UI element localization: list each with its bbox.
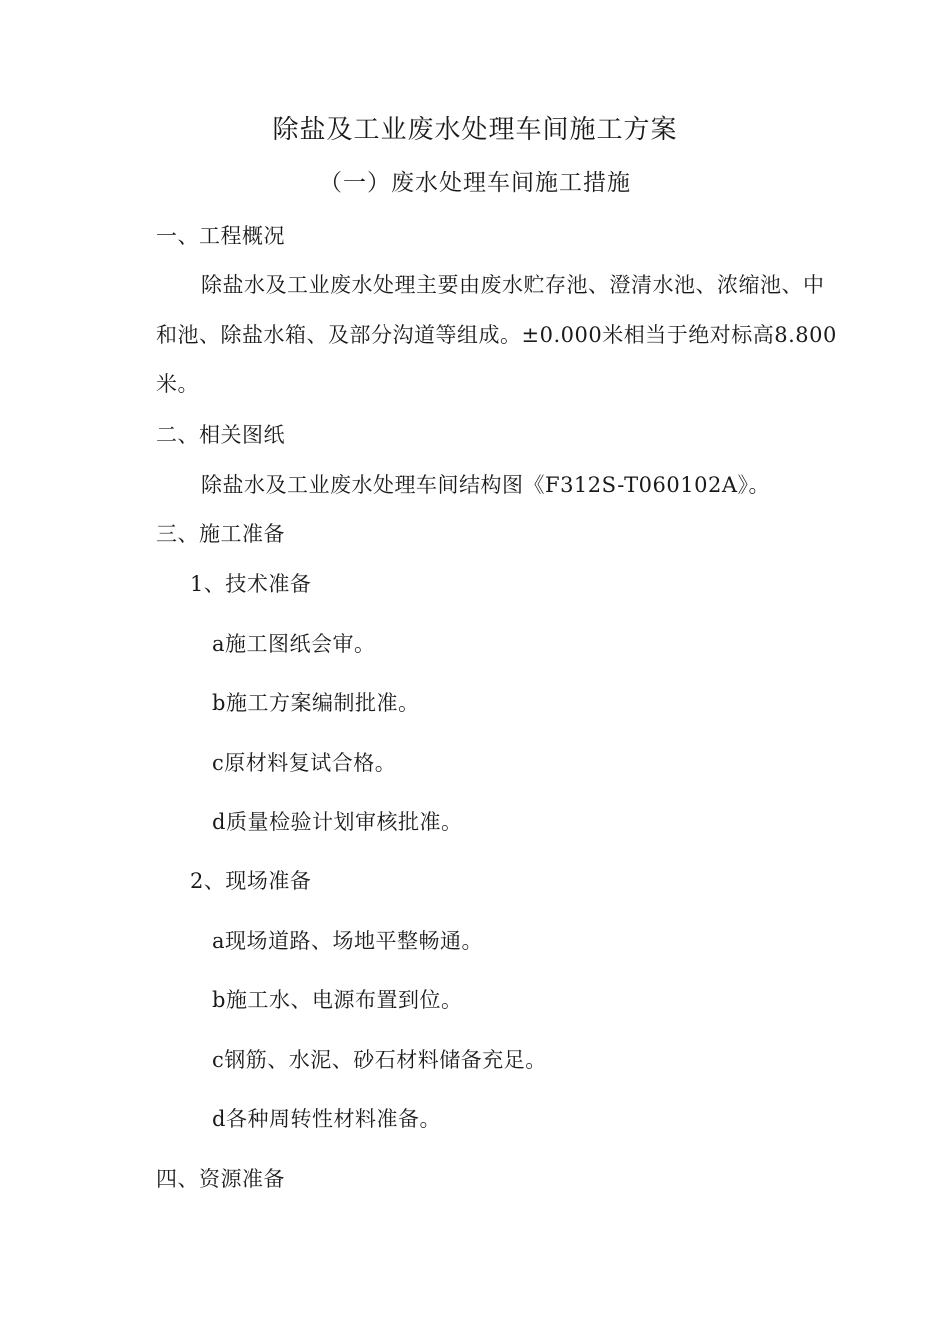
drawings-paragraph: 除盐水及工业废水处理车间结构图《F312S-T060102A》。	[201, 473, 770, 497]
section-heading-resources: 四、资源准备	[156, 1167, 285, 1191]
list-item: d各种周转性材料准备。	[212, 1107, 441, 1131]
list-item: a现场道路、场地平整畅通。	[212, 929, 484, 953]
document-subtitle: （一）废水处理车间施工措施	[319, 170, 631, 196]
overview-paragraph-line-1: 除盐水及工业废水处理主要由废水贮存池、澄清水池、浓缩池、中	[201, 273, 825, 297]
list-item: a施工图纸会审。	[212, 632, 376, 656]
overview-paragraph-line-2: 和池、除盐水箱、及部分沟道等组成。±0.000米相当于绝对标高8.800	[156, 323, 837, 347]
list-item: c钢筋、水泥、砂石材料储备充足。	[212, 1048, 547, 1072]
list-item: b施工方案编制批准。	[212, 691, 420, 715]
document-title: 除盐及工业废水处理车间施工方案	[272, 115, 678, 145]
list-item: d质量检验计划审核批准。	[212, 810, 463, 834]
section-heading-drawings: 二、相关图纸	[156, 423, 285, 447]
subsection-heading-technical: 1、技术准备	[190, 572, 312, 596]
section-heading-overview: 一、工程概况	[156, 224, 285, 248]
list-item: c原材料复试合格。	[212, 751, 397, 775]
section-heading-preparation: 三、施工准备	[156, 522, 285, 546]
overview-paragraph-line-3: 米。	[156, 372, 199, 396]
list-item: b施工水、电源布置到位。	[212, 988, 463, 1012]
subsection-heading-site: 2、现场准备	[190, 869, 312, 893]
